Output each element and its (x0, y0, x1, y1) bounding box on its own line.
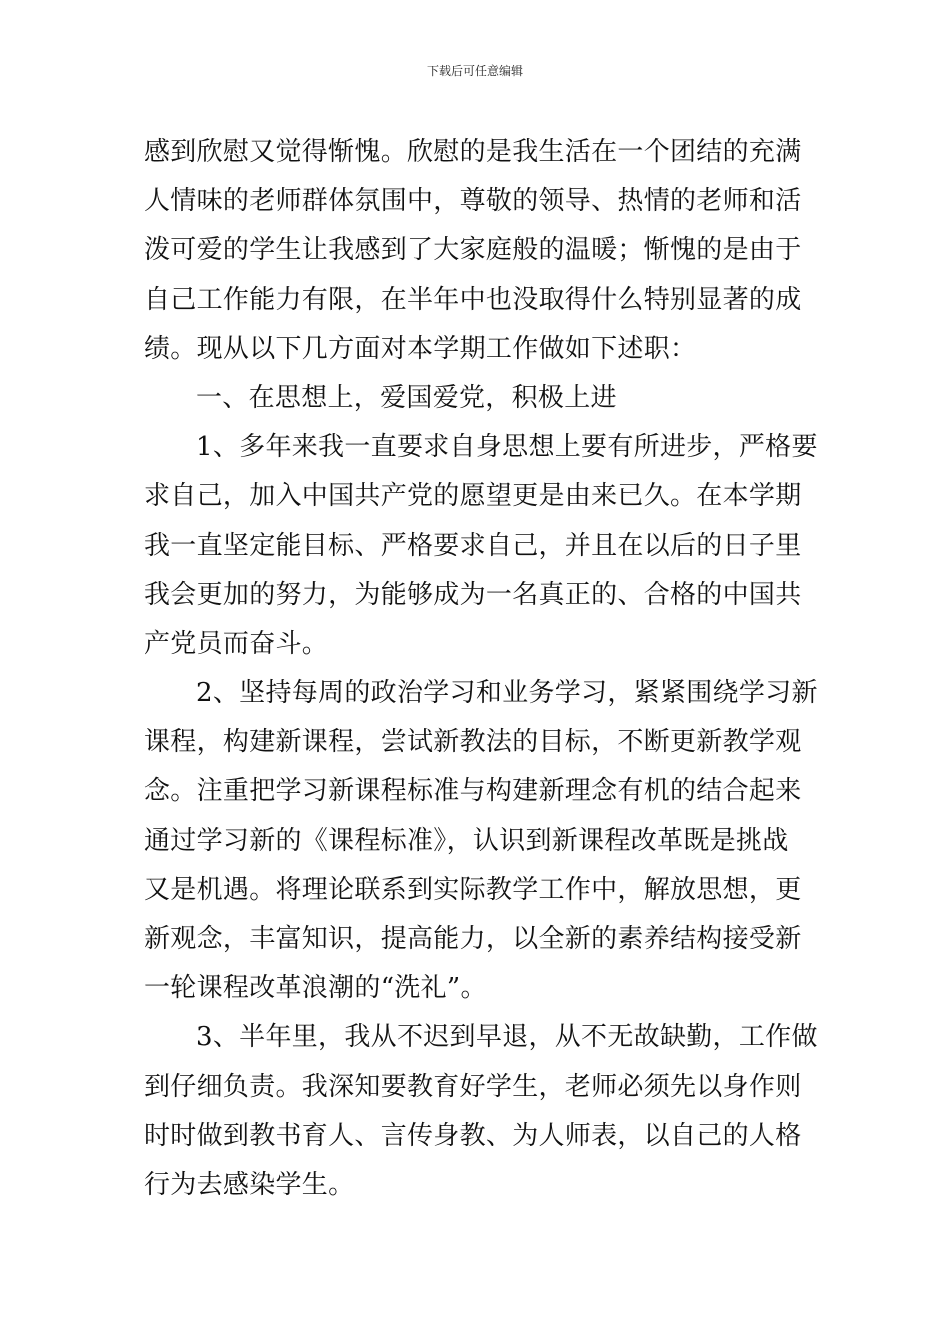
text-line: 感到欣慰又觉得惭愧。欣慰的是我生活在一个团结的充满 (144, 137, 802, 167)
text-line: 到仔细负责。我深知要教育好学生，老师必须先以身作则 (144, 1071, 802, 1102)
text-line: 我一直坚定能目标、严格要求自己，并且在以后的日子里 (144, 530, 802, 561)
text-line: 2、坚持每周的政治学习和业务学习，紧紧围绕学习新 (196, 678, 818, 709)
text-line: 泼可爱的学生让我感到了大家庭般的温暖；惭愧的是由于 (144, 235, 802, 266)
text-line: 自己工作能力有限，在半年中也没取得什么特别显著的成 (144, 284, 802, 315)
text-line: 1、多年来我一直要求自身思想上要有所进步，严格要 (196, 432, 818, 463)
text-line: 念。注重把学习新课程标准与构建新理念有机的结合起来 (144, 776, 802, 807)
text-line: 绩。现从以下几方面对本学期工作做如下述职： (144, 333, 697, 364)
text-line: 一轮课程改革浪潮的“洗礼”。 (144, 973, 487, 1004)
text-line: 通过学习新的《课程标准》，认识到新课程改革既是挑战 (144, 825, 789, 856)
text-line: 产党员而奋斗。 (144, 628, 329, 659)
text-line: 时时做到教书育人、言传身教、为人师表，以自己的人格 (144, 1120, 802, 1151)
section-heading: 一、在思想上，爱国爱党，积极上进 (196, 382, 617, 413)
text-line: 人情味的老师群体氛围中，尊敬的领导、热情的老师和活 (144, 186, 802, 217)
document-body (144, 128, 818, 1210)
text-line: 新观念，丰富知识，提高能力，以全新的素养结构接受新 (144, 924, 802, 954)
page-header: 下载后可任意编辑 (426, 64, 523, 78)
text-line: 课程，构建新课程，尝试新教法的目标，不断更新教学观 (144, 727, 802, 758)
text-line: 3、半年里，我从不迟到早退，从不无故缺勤，工作做 (196, 1022, 818, 1053)
text-line: 又是机遇。将理论联系到实际教学工作中，解放思想，更 (144, 874, 802, 905)
text-line: 求自己，加入中国共产党的愿望更是由来已久。在本学期 (144, 481, 802, 512)
text-line: 我会更加的努力，为能够成为一名真正的、合格的中国共 (144, 579, 802, 610)
text-line: 行为去感染学生。 (144, 1169, 355, 1200)
